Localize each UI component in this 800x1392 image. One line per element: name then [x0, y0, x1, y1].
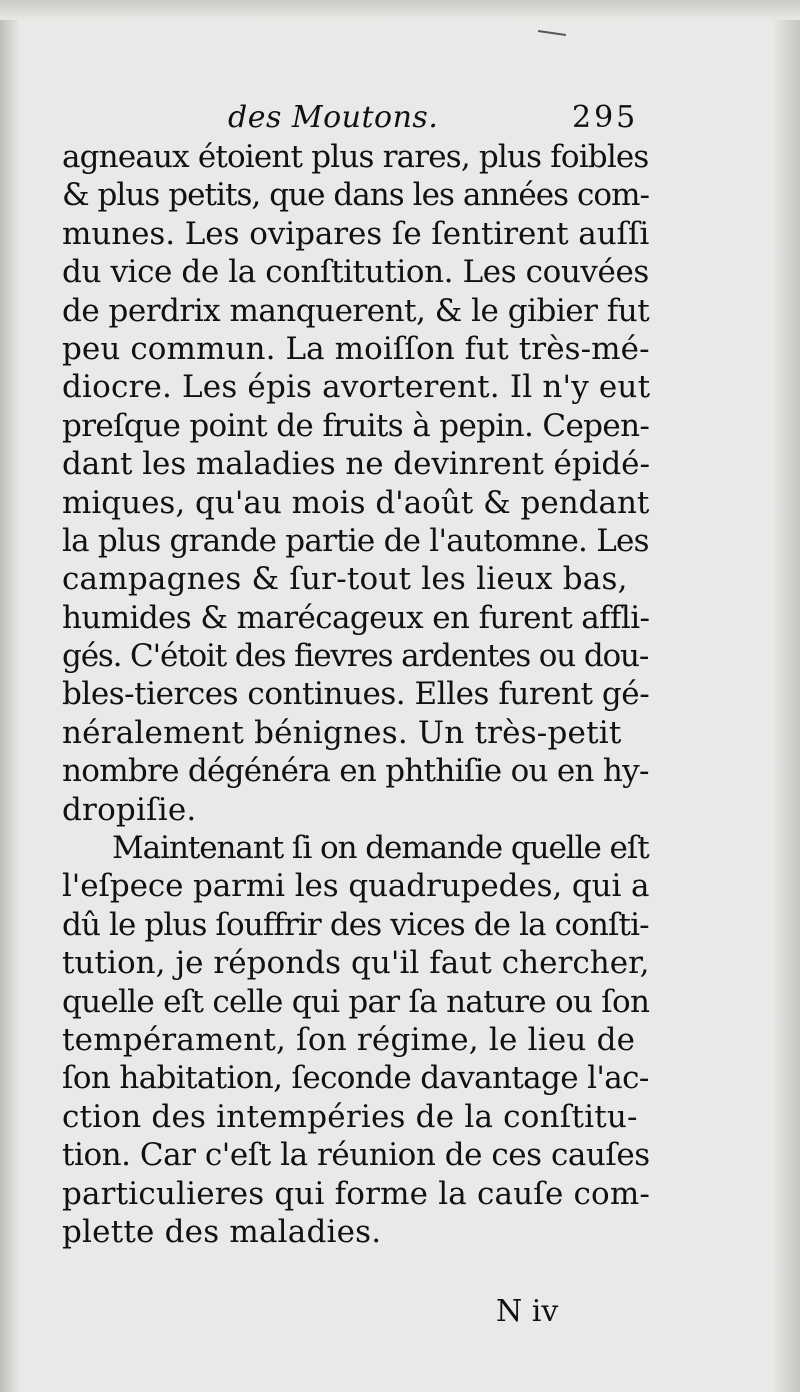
text-line: dû le plus ſouffrir des vices de la conſti- — [62, 906, 649, 943]
text-line: ſon habitation, ſeconde davantage l'ac- — [62, 1060, 649, 1097]
text-line: néralement bénignes. Un très-petit — [62, 714, 622, 751]
scan-edge-left — [0, 0, 20, 1392]
text-line: humides & marécageux en furent affli- — [62, 599, 650, 636]
text-line: agneaux étoient plus rares, plus foibles — [62, 139, 649, 175]
text-line: dropiſie. — [62, 791, 197, 828]
text-line: ction des intempéries de la conſtitu- — [62, 1098, 638, 1135]
scan-edge-right — [772, 0, 800, 1392]
text-line: campagnes & ſur-tout les lieux bas, — [62, 561, 628, 598]
text-line: de perdrix manquerent, & le gibier fut — [62, 292, 650, 329]
text-line: la plus grande partie de l'automne. Les — [62, 522, 649, 559]
signature-mark: N iv — [496, 1294, 559, 1329]
text-line: tion. Car c'eſt la réunion de ces cauſes — [62, 1137, 650, 1174]
text-line: particulieres qui forme la cauſe com- — [62, 1175, 651, 1212]
text-line: bles-tierces continues. Elles furent gé- — [62, 676, 650, 713]
text-line: tution, je réponds qu'il faut chercher, — [62, 945, 650, 982]
body-text — [62, 138, 650, 1251]
scan-edge-top — [0, 0, 800, 20]
text-line: dant les maladies ne devinrent épidé- — [62, 446, 650, 483]
text-line: plette des maladies. — [62, 1213, 382, 1250]
text-line: diocre. Les épis avorterent. Il n'y eut — [62, 369, 651, 406]
running-title: des Moutons. — [228, 100, 439, 135]
text-line: tempérament, ſon régime, le lieu de — [62, 1021, 636, 1058]
margin-mark — [538, 30, 566, 36]
text-line: nombre dégénéra en phthiſie ou en hy- — [62, 753, 649, 790]
text-line: & plus petits, que dans les années com- — [62, 177, 650, 214]
text-line: miques, qu'au mois d'août & pendant — [62, 484, 650, 521]
text-line: peu commun. La moiſſon fut très-mé- — [62, 330, 650, 367]
page-number: 295 — [572, 100, 639, 135]
text-line: gés. C'étoit des fievres ardentes ou dou- — [62, 638, 649, 675]
text-line: munes. Les ovipares ſe ſentirent auſſi — [62, 215, 650, 252]
text-line: preſque point de fruits à pepin. Cepen- — [62, 407, 650, 444]
text-line: l'eſpece parmi les quadrupedes, qui a — [62, 868, 650, 905]
text-line: du vice de la conſtitution. Les couvées — [62, 254, 649, 291]
paragraph-start-line: Maintenant ſi on demande quelle eſt — [112, 830, 649, 867]
text-line: quelle eſt celle qui par ſa nature ou ſon — [62, 983, 650, 1020]
